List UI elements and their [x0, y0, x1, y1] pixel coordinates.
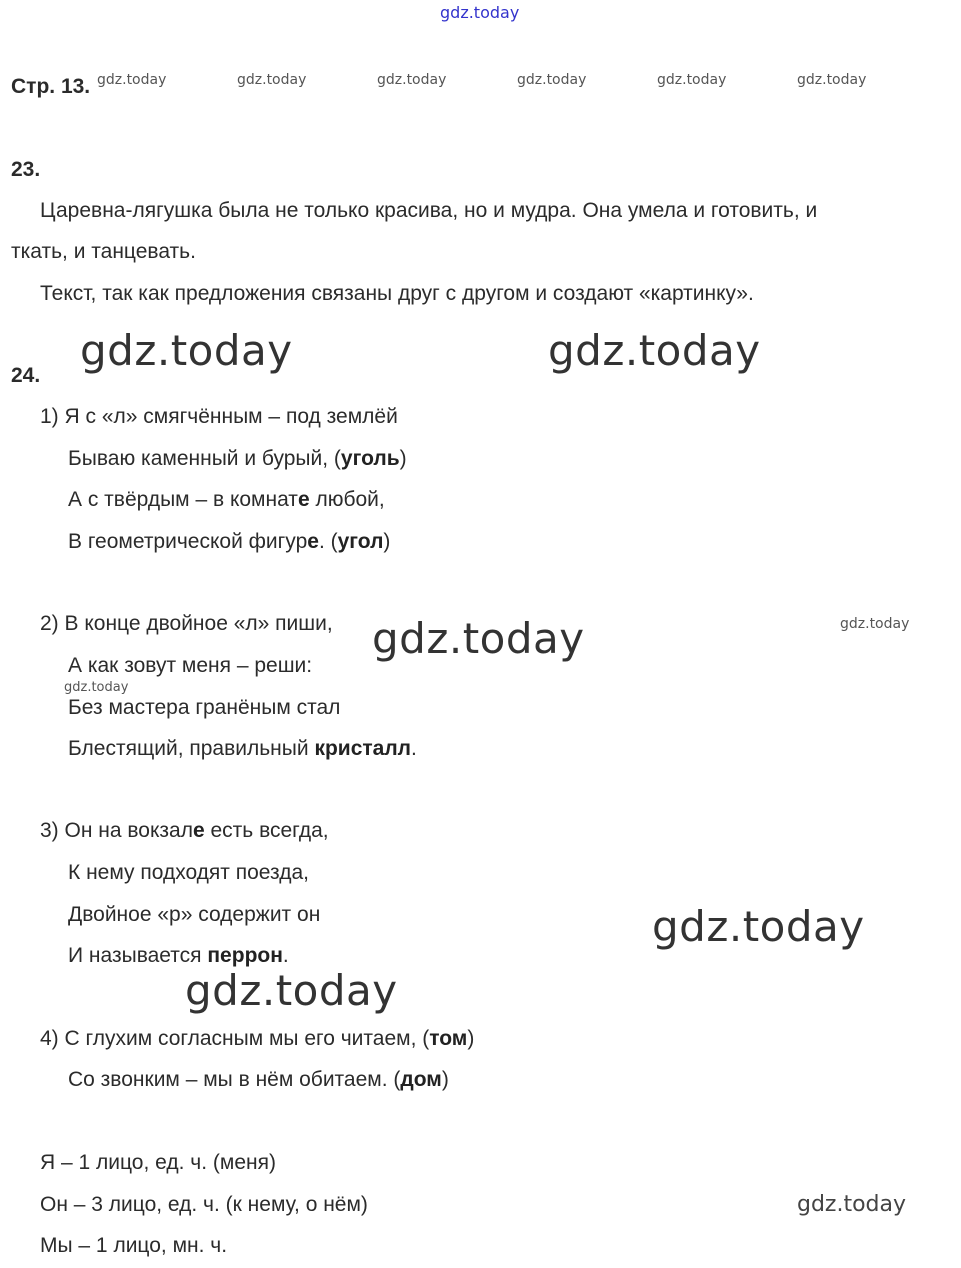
watermark-logo: gdz.today — [237, 72, 307, 88]
text-line — [68, 1068, 449, 1092]
watermark-logo: gdz.today — [797, 72, 867, 88]
text-line — [40, 1234, 227, 1258]
watermark-logo: gdz.today — [440, 3, 520, 22]
answer-word: дом — [400, 1068, 442, 1091]
answer-word: е — [307, 530, 319, 553]
text-line — [40, 1027, 474, 1051]
watermark-logo: gdz.today — [97, 72, 167, 88]
text-line — [68, 944, 289, 968]
watermark-logo: gdz.today — [377, 72, 447, 88]
answer-word: е — [192, 819, 205, 842]
text-segment: ) — [467, 1027, 475, 1050]
text-segment: ткать, и танцевать. — [11, 240, 196, 263]
text-line — [68, 737, 417, 761]
text-line — [40, 1193, 368, 1217]
answer-word: уголь — [340, 447, 400, 470]
text-segment: К нему подходят поезда, — [68, 861, 309, 884]
text-segment: 2) В конце двойное «л» пиши, — [40, 612, 333, 635]
text-segment: Текст, так как предложения связаны друг с другом и создают «картинку». — [40, 282, 754, 305]
watermark-logo: gdz.today — [797, 1192, 907, 1217]
text-segment: ) — [399, 447, 407, 470]
text-line — [68, 447, 407, 471]
task-23-number: 23. — [11, 158, 41, 181]
watermark-logo: gdz.today — [840, 616, 910, 632]
text-segment: Бываю каменный и бурый, ( — [68, 447, 341, 470]
answer-word: угол — [337, 530, 384, 553]
text-segment: любой, — [309, 488, 385, 511]
text-line — [40, 612, 333, 636]
text-line — [11, 240, 196, 264]
watermark-logo: gdz.today — [548, 326, 761, 375]
text-segment: 4) С глухим согласным мы его читаем, ( — [40, 1027, 430, 1050]
watermark-logo: gdz.today — [652, 902, 865, 951]
text-segment: ) — [441, 1068, 449, 1091]
text-line — [40, 199, 817, 223]
watermark-logo: gdz.today — [517, 72, 587, 88]
page-label: Стр. 13. — [11, 75, 91, 98]
watermark-logo: gdz.today — [64, 680, 129, 695]
text-segment: . — [282, 944, 289, 967]
text-line — [40, 282, 754, 306]
text-segment: 3) Он на вокзал — [40, 819, 193, 842]
text-line — [68, 696, 340, 720]
text-segment: А с твёрдым – в комнат — [68, 488, 298, 511]
text-line — [40, 405, 398, 429]
text-line — [68, 861, 309, 885]
text-segment: В геометрической фигур — [68, 530, 308, 553]
answer-word: том — [429, 1027, 468, 1050]
text-line — [40, 819, 329, 843]
text-segment: есть всегда, — [204, 819, 329, 842]
text-segment: 1) Я с «л» смягчённым – под землёй — [40, 405, 398, 428]
text-segment: Мы – 1 лицо, мн. ч. — [40, 1234, 228, 1257]
watermark-logo: gdz.today — [80, 326, 293, 375]
answer-word: перрон — [207, 944, 283, 967]
text-segment: Он – 3 лицо, ед. ч. (к нему, о нём) — [40, 1193, 368, 1216]
text-line — [68, 488, 385, 512]
text-line — [68, 654, 312, 678]
text-segment: . ( — [318, 530, 338, 553]
text-line — [40, 1151, 276, 1175]
text-segment: И называется — [68, 944, 208, 967]
watermark-logo: gdz.today — [185, 966, 398, 1015]
text-segment: ) — [383, 530, 391, 553]
text-segment: А как зовут меня – реши: — [68, 654, 313, 677]
watermark-logo: gdz.today — [657, 72, 727, 88]
text-segment: Царевна-лягушка была не только красива, но и мудра. Она умела и готовить, и — [40, 199, 818, 222]
text-segment: Двойное «р» содержит он — [68, 903, 321, 926]
answer-word: кристалл — [314, 737, 412, 760]
text-segment: Со звонким – мы в нём обитаем. ( — [68, 1068, 401, 1091]
text-line — [68, 903, 320, 927]
text-segment: Я – 1 лицо, ед. ч. (меня) — [40, 1151, 276, 1174]
text-segment: . — [411, 737, 417, 760]
watermark-logo: gdz.today — [372, 614, 585, 663]
answer-word: е — [297, 488, 310, 511]
text-segment: Без мастера гранёным стал — [68, 696, 341, 719]
text-line — [68, 530, 390, 554]
text-segment: Блестящий, правильный — [68, 737, 315, 760]
task-24-number: 24. — [11, 364, 41, 387]
